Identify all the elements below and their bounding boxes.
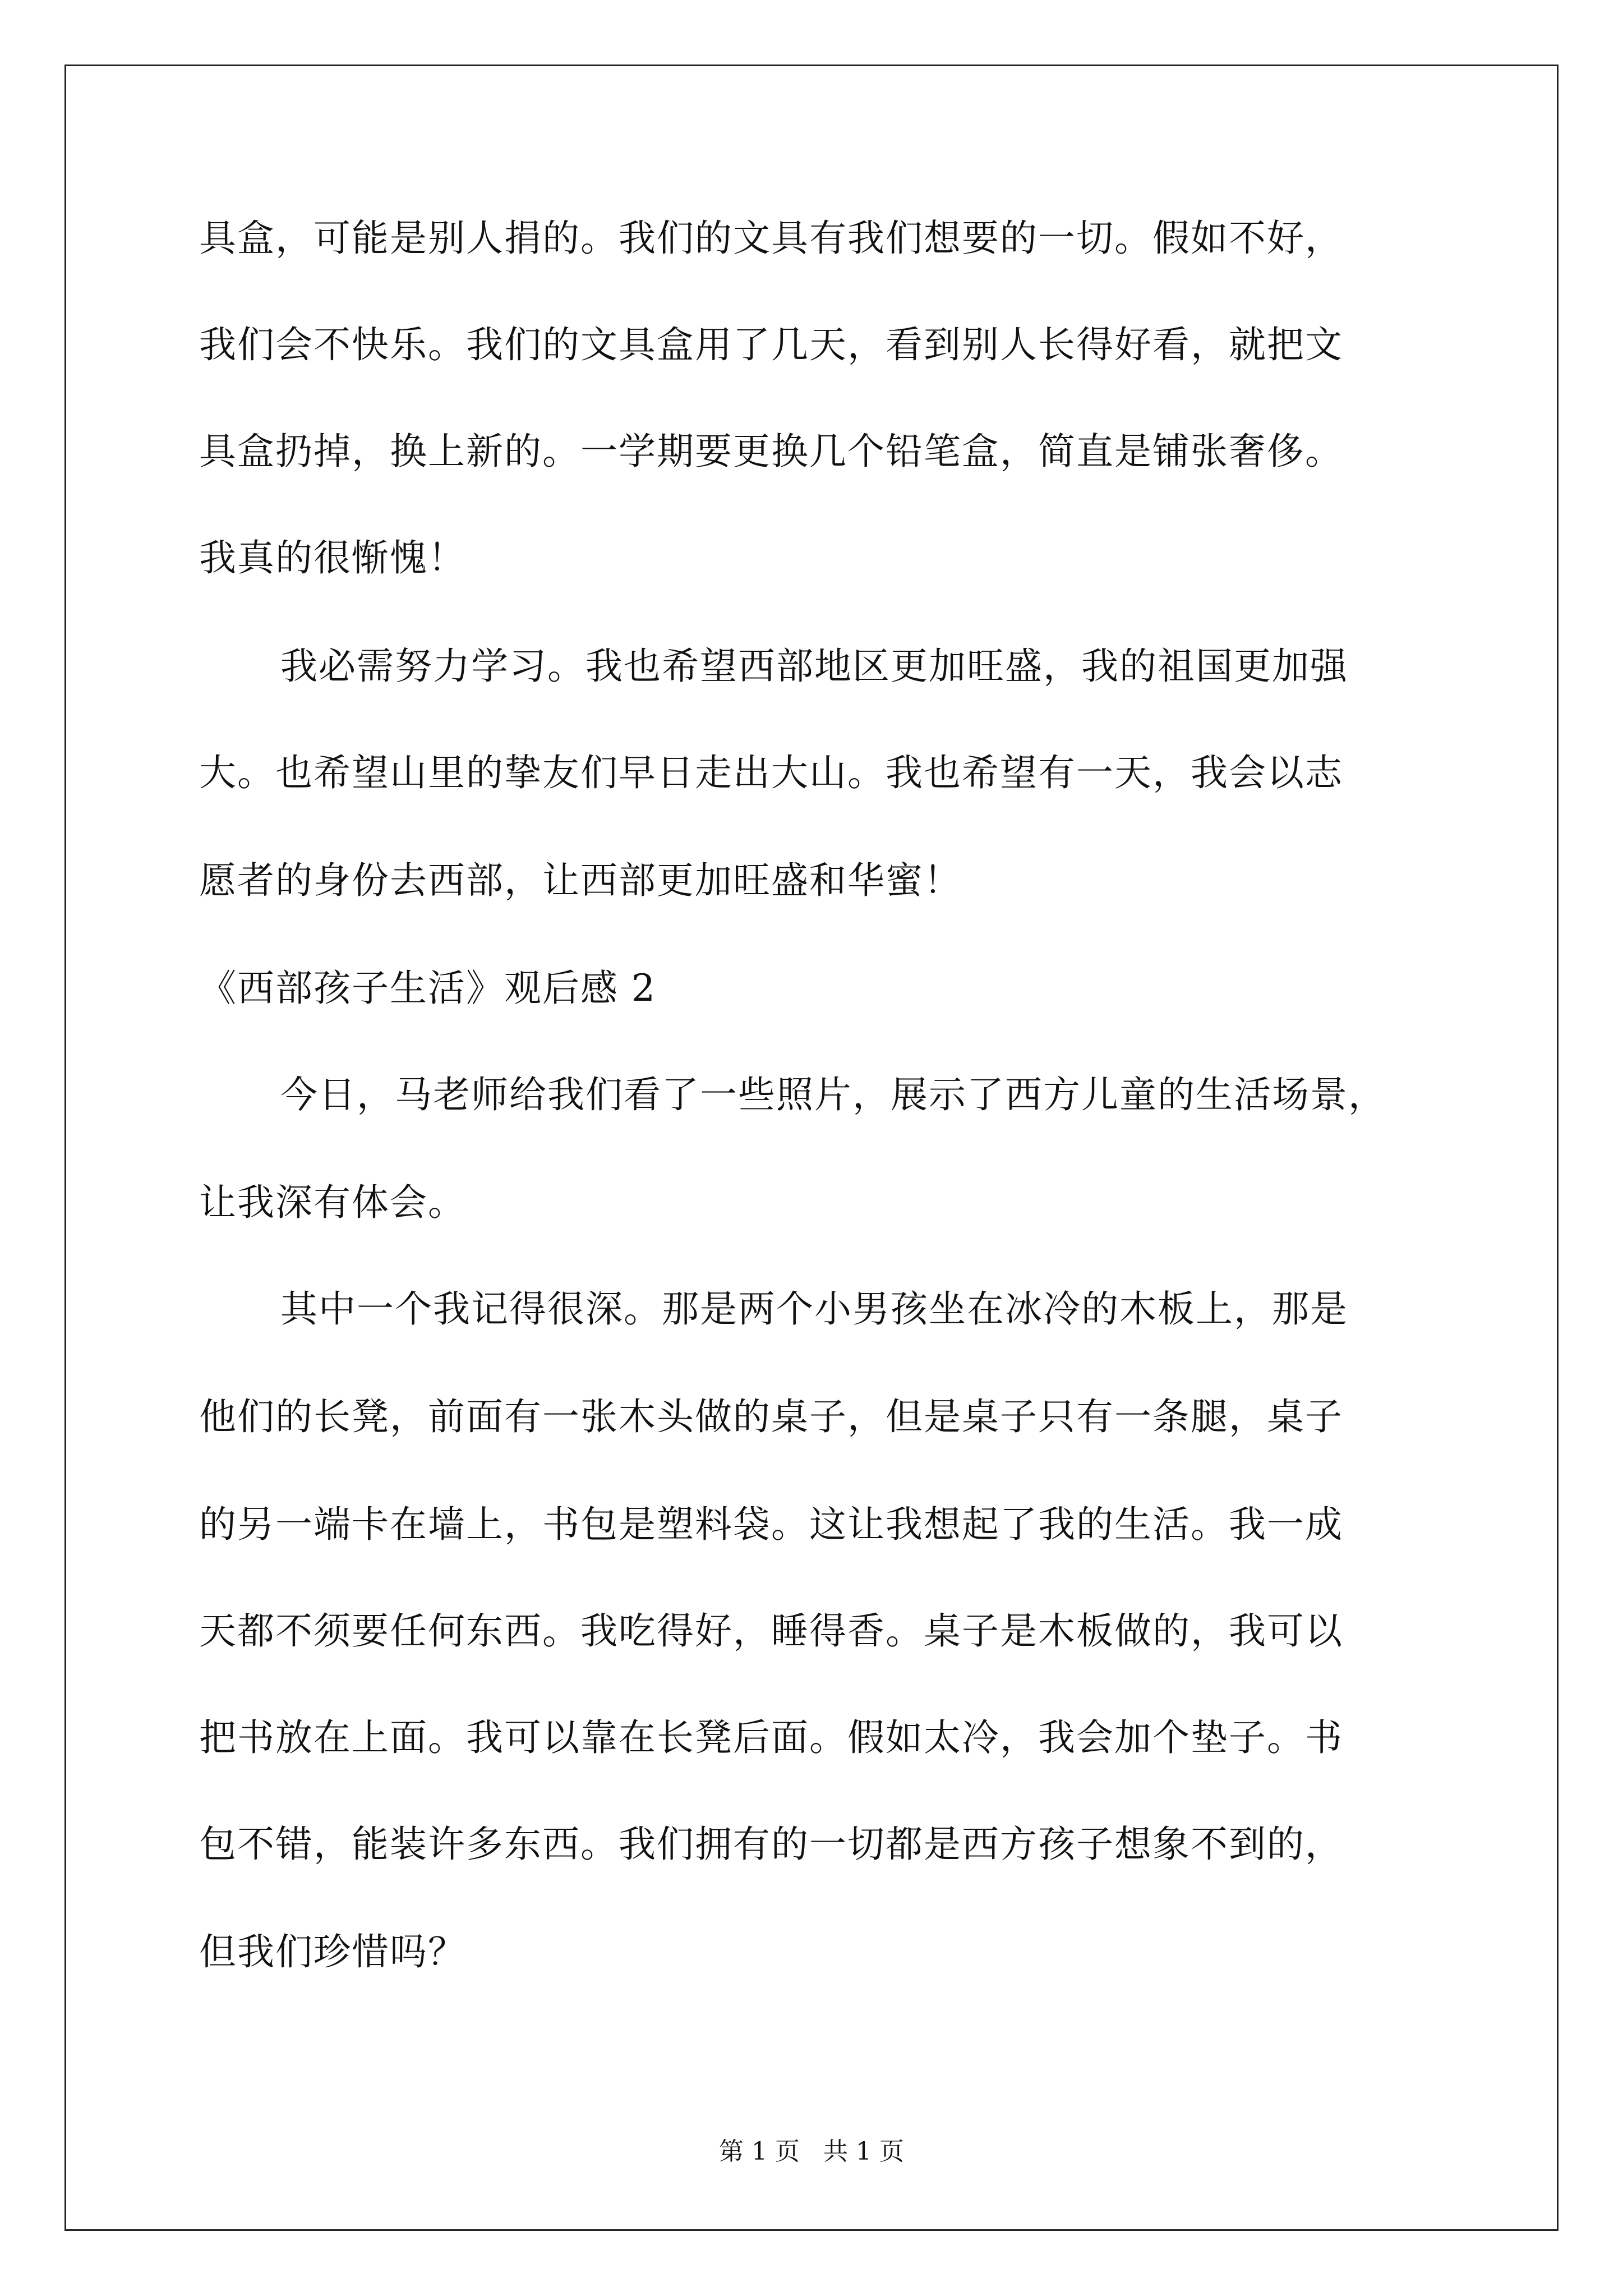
section-heading: 《西部孩子生活》观后感 2: [199, 967, 656, 1010]
page-border: [64, 65, 1559, 2231]
body-line: 把书放在上面。我可以靠在长凳后面。假如太冷，我会加个垫子。书: [199, 1716, 1343, 1759]
paragraph-first-line: 今日，马老师给我们看了一些照片，展示了西方儿童的生活场景，: [280, 1073, 1386, 1116]
body-line: 包不错，能装许多东西。我们拥有的一切都是西方孩子想象不到的，: [199, 1823, 1343, 1866]
body-line: 具盒，可能是别人捐的。我们的文具有我们想要的一切。假如不好，: [199, 217, 1343, 260]
body-line: 的另一端卡在墙上，书包是塑料袋。这让我想起了我的生活。我一成: [199, 1503, 1343, 1546]
body-line: 天都不须要任何东西。我吃得好，睡得香。桌子是木板做的，我可以: [199, 1609, 1343, 1653]
body-line: 我们会不快乐。我们的文具盒用了几天，看到别人长得好看，就把文: [199, 323, 1343, 366]
body-line: 大。也希望山里的挚友们早日走出大山。我也希望有一天，我会以志: [199, 751, 1343, 794]
body-line: 让我深有体会。: [199, 1181, 466, 1224]
body-line: 愿者的身份去西部，让西部更加旺盛和华蜜！: [199, 859, 962, 902]
body-line: 但我们珍惜吗？: [199, 1930, 466, 1973]
paragraph-first-line: 其中一个我记得很深。那是两个小男孩坐在冰冷的木板上，那是: [280, 1287, 1348, 1331]
page-number-footer: 第 1 页 共 1 页: [719, 2137, 904, 2166]
body-line: 具盒扔掉，换上新的。一学期要更换几个铅笔盒，简直是铺张奢侈。: [199, 430, 1343, 473]
body-line: 我真的很惭愧！: [199, 536, 466, 579]
body-line: 他们的长凳，前面有一张木头做的桌子，但是桌子只有一条腿，桌子: [199, 1395, 1343, 1438]
paragraph-first-line: 我必需努力学习。我也希望西部地区更加旺盛，我的祖国更加强: [280, 645, 1348, 688]
